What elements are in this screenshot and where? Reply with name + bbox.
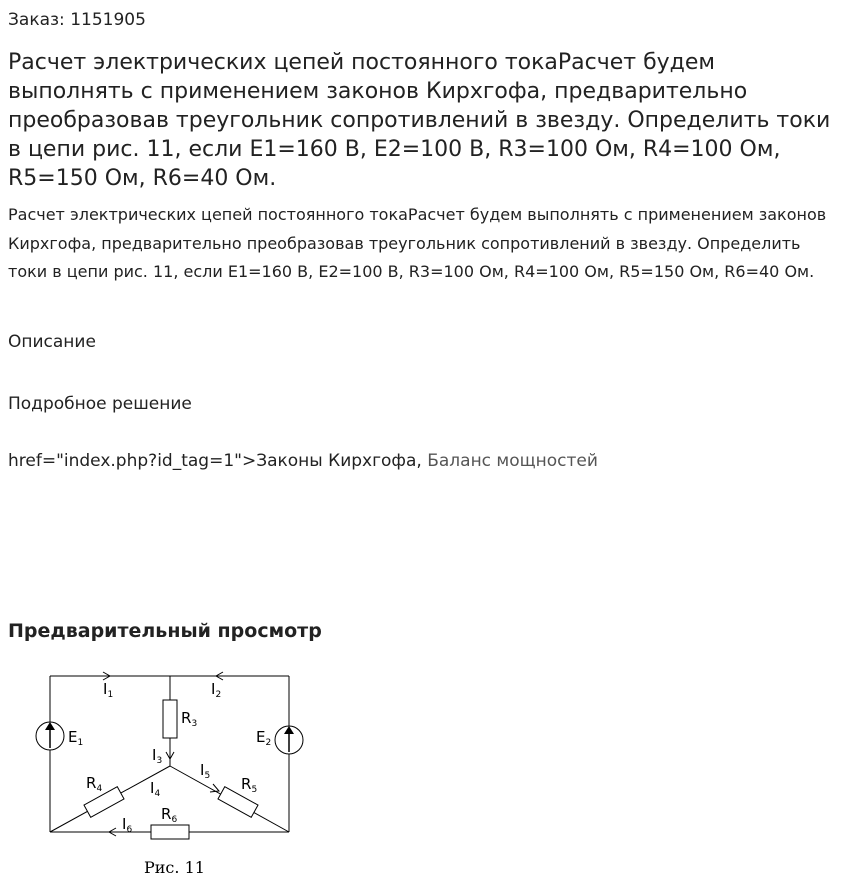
i2-label: $I_2$ [211,680,222,700]
r6-label: $R_6$ [161,805,178,825]
e2-label: $E_2$ [256,728,272,748]
i4-label: $I_4$ [150,779,161,799]
order-label: Заказ: [8,10,65,30]
i3-label: $I_3$ [152,746,163,766]
tag-link-power-balance[interactable]: Баланс мощностей [427,451,598,471]
tag-prefix-text: href="index.php?id_tag=1">Законы Кирхгофа, [8,451,422,471]
e1-source-icon [36,722,64,750]
preview-heading: Предварительный просмотр [8,620,322,642]
circuit-preview [30,662,320,882]
tags-line [8,449,598,473]
e2-source-icon [275,726,303,754]
figure-caption: Рис. 11 [144,858,205,877]
solution-section-label: Подробное решение [8,394,192,414]
page-title: Расчет электрических цепей постоянного токаРасчет будем выполнять с применением законов Кирхгофа, предварительно преобразовав треугольник сопротивлений в звезду. Определить токи в цепи рис. 11, если E1=160 В, E2=100 В, R3=100 Ом, R4=100 Ом, R5=150 Ом, R6=40 Ом. [8,50,831,191]
circuit-diagram [30,662,320,882]
task-description: Расчет электрических цепей постоянного токаРасчет будем выполнять с применением законов Кирхгофа, предварительно преобразовав треугольник сопротивлений в звезду. Определить токи в цепи рис. 11, если E1=160 В, E2=100 В, R3=100 Ом, R4=100 Ом, R5=150 Ом, R6=40 Ом. [8,205,827,281]
r3-resistor [163,700,177,738]
r4-label: $R_4$ [86,774,103,794]
i5-label: $I_5$ [200,761,211,781]
r5-label: $R_5$ [241,775,258,795]
description-section-label: Описание [8,332,96,352]
e1-label: $E_1$ [68,728,84,748]
r3-label: $R_3$ [181,709,198,729]
i1-label: $I_1$ [103,680,114,700]
r6-resistor [151,825,189,839]
order-number: 1151905 [70,10,146,30]
i6-label: $I_6$ [122,815,133,835]
order-line [8,8,146,32]
